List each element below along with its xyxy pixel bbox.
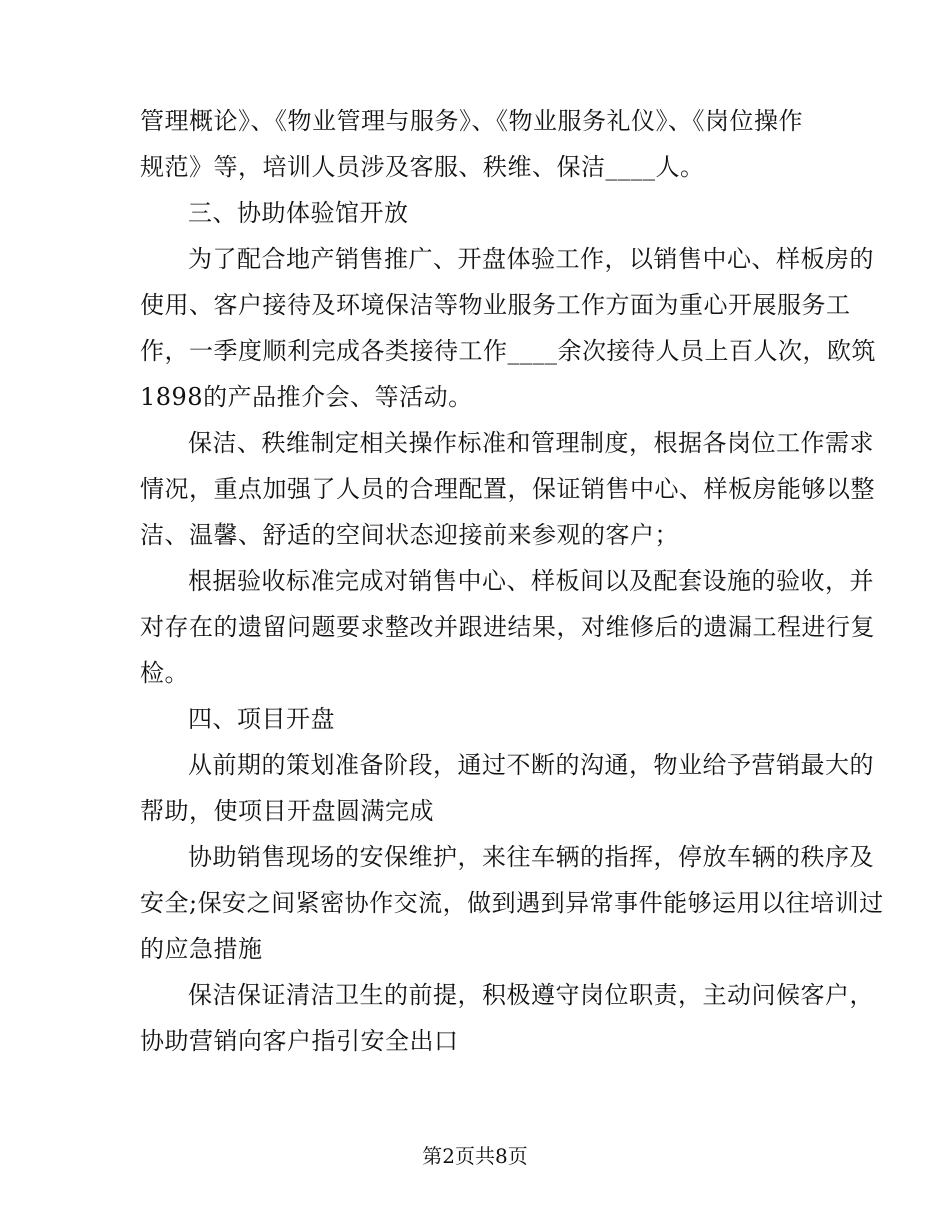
text-line: 对存在的遗留问题要求整改并跟进结果，对维修后的遗漏工程进行复 bbox=[140, 613, 875, 641]
paragraph-experience-hall bbox=[140, 236, 876, 420]
paragraph-standards bbox=[140, 420, 875, 558]
text-line: 从前期的策划准备阶段，通过不断的沟通，物业给予营销最大的 bbox=[188, 751, 874, 779]
document-body bbox=[140, 98, 884, 1064]
section-heading: 四、项目开盘 bbox=[188, 705, 335, 733]
page-number-footer: 第2页共8页 bbox=[422, 1144, 528, 1168]
text-line: 规范》等，培训人员涉及客服、秩维、保洁____人。 bbox=[140, 153, 705, 181]
paragraph-planning bbox=[140, 742, 874, 834]
section-heading: 三、协助体验馆开放 bbox=[188, 199, 409, 227]
section-heading-4 bbox=[140, 696, 812, 742]
text-line: 洁、温馨、舒适的空间状态迎接前来参观的客户； bbox=[140, 521, 679, 549]
section-heading-3 bbox=[140, 190, 812, 236]
paragraph-training-courses bbox=[140, 98, 812, 190]
text-line: 保洁、秩维制定相关操作标准和管理制度，根据各岗位工作需求 bbox=[188, 429, 874, 457]
text-line: 作，一季度顺利完成各类接待工作____余次接待人员上百人次，欧筑 bbox=[140, 337, 876, 365]
text-line: 为了配合地产销售推广、开盘体验工作，以销售中心、样板房的 bbox=[188, 245, 874, 273]
text-line: 情况，重点加强了人员的合理配置，保证销售中心、样板房能够以整 bbox=[140, 475, 875, 503]
text-line: 安全;保安之间紧密协作交流，做到遇到异常事件能够运用以往培训过 bbox=[140, 889, 884, 917]
text-line: 检。 bbox=[140, 659, 189, 687]
paragraph-security bbox=[140, 834, 884, 972]
text-line: 1898的产品推介会、等活动。 bbox=[140, 383, 473, 411]
text-line: 使用、客户接待及环境保洁等物业服务工作方面为重心开展服务工 bbox=[140, 291, 851, 319]
text-line: 的应急措施 bbox=[140, 935, 263, 963]
paragraph-acceptance bbox=[140, 558, 875, 696]
text-line: 根据验收标准完成对销售中心、样板间以及配套设施的验收，并 bbox=[188, 567, 874, 595]
text-line: 保洁保证清洁卫生的前提，积极遵守岗位职责，主动问候客户， bbox=[188, 981, 874, 1009]
text-line: 协助营销向客户指引安全出口 bbox=[140, 1027, 459, 1055]
paragraph-cleaning bbox=[140, 972, 874, 1064]
text-line: 管理概论》、《物业管理与服务》、《物业服务礼仪》、《岗位操作 bbox=[140, 107, 803, 135]
text-line: 协助销售现场的安保维护，来往车辆的指挥，停放车辆的秩序及 bbox=[188, 843, 874, 871]
text-line: 帮助，使项目开盘圆满完成 bbox=[140, 797, 434, 825]
